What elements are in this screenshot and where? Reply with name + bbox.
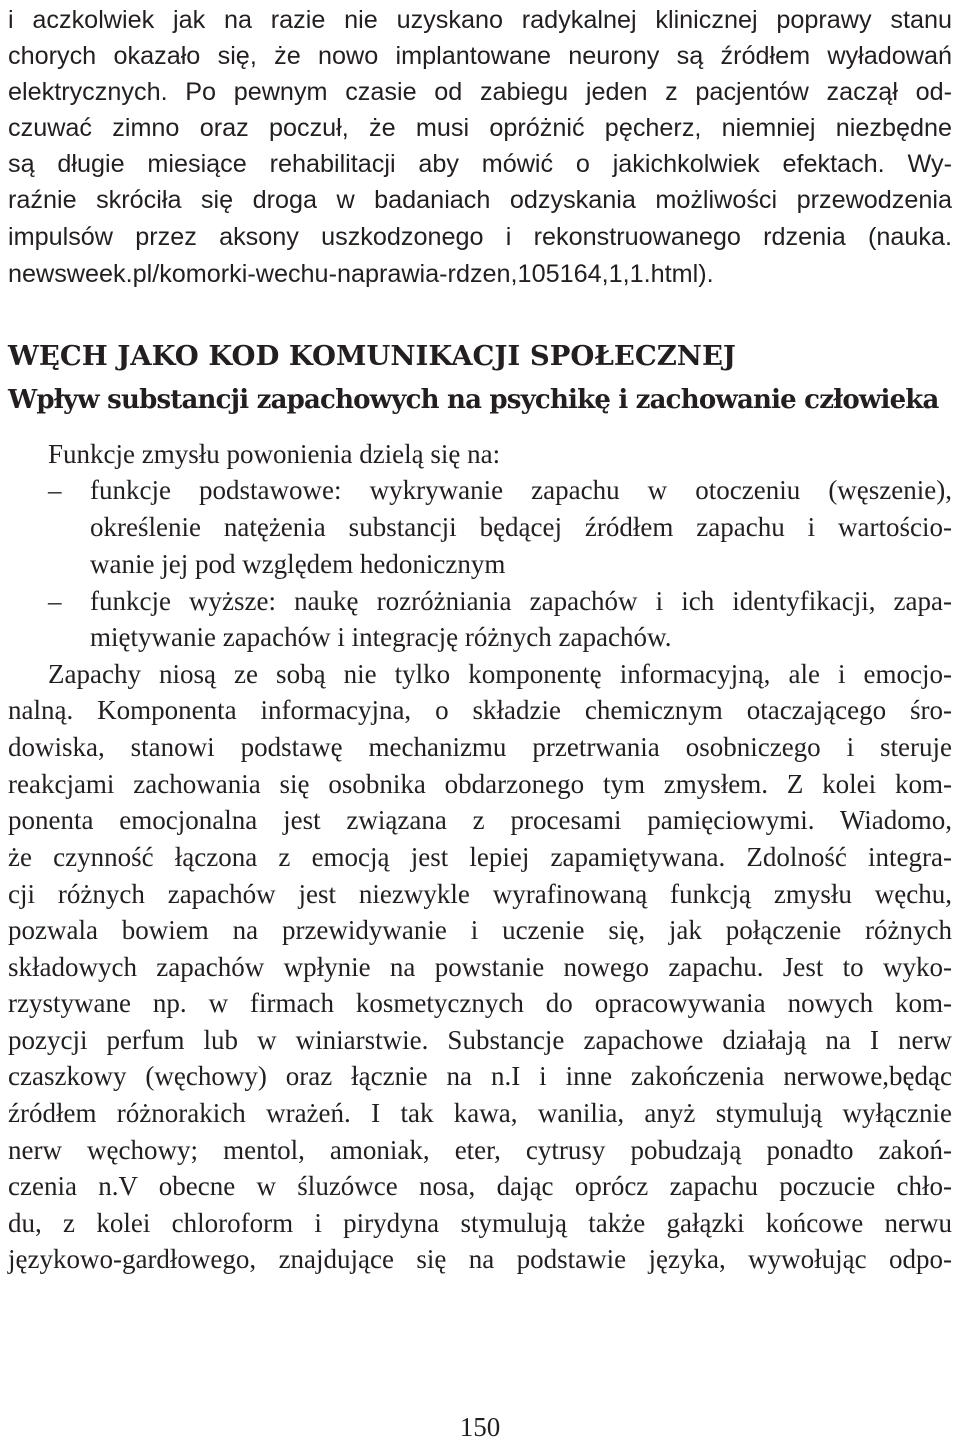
text-line: funkcje wyższe: naukę rozróżniania zapachów i ich identyfikacji, zapa- bbox=[90, 586, 952, 616]
text-line: czaszkowy (węchowy) oraz łącznie na n.I i inne zakończenia nerwowe,będąc bbox=[8, 1061, 952, 1091]
text-line: du, z kolei chloroform i pirydyna stymulują także gałązki końcowe nerwu bbox=[8, 1208, 952, 1238]
text-line: chorych okazało się, że nowo implantowane neurony są źródłem wyładowań bbox=[8, 42, 952, 70]
text-line: składowych zapachów wpłynie na powstanie nowego zapachu. Jest to wyko- bbox=[8, 952, 952, 982]
list-dash: – bbox=[48, 475, 62, 505]
text-line: językowo-gardłowego, znajdujące się na podstawie języka, wywołując odpo- bbox=[8, 1244, 952, 1274]
section-title: WĘCH JAKO KOD KOMUNIKACJI SPOŁECZNEJ bbox=[8, 340, 736, 372]
text-line: newsweek.pl/komorki-wechu-naprawia-rdzen,105164,1,1.html). bbox=[8, 260, 714, 288]
intro-line: Funkcje zmysłu powonienia dzielą się na: bbox=[48, 439, 501, 469]
text-line: funkcje podstawowe: wykrywanie zapachu w otoczeniu (węszenie), bbox=[90, 475, 952, 505]
text-line: dowiska, stanowi podstawę mechanizmu przetrwania osobniczego i steruje bbox=[8, 732, 952, 762]
text-line: źródłem różnorakich wrażeń. I tak kawa, wanilia, anyż stymulują wyłącznie bbox=[8, 1098, 952, 1128]
text-line: rzystywane np. w firmach kosmetycznych do opracowywania nowych kom- bbox=[8, 988, 952, 1018]
page-number: 150 bbox=[459, 1412, 501, 1442]
text-line: nerw węchowy; mentol, amoniak, eter, cytrusy pobudzają ponadto zakoń- bbox=[8, 1135, 952, 1165]
text-line: czenia n.V obecne w śluzówce nosa, dając oprócz zapachu poczucie chło- bbox=[8, 1171, 952, 1201]
text-line: reakcjami zachowania się osobnika obdarzonego tym zmysłem. Z kolei kom- bbox=[8, 769, 952, 799]
section-subtitle: Wpływ substancji zapachowych na psychikę i zachowanie człowieka bbox=[8, 385, 939, 415]
text-line: ponenta emocjonalna jest związana z procesami pamięciowymi. Wiadomo, bbox=[8, 805, 952, 835]
text-line: Zapachy niosą ze sobą nie tylko komponentę informacyjną, ale i emocjo- bbox=[48, 659, 952, 689]
list-dash: – bbox=[48, 586, 62, 616]
text-line: określenie natężenia substancji będącej źródłem zapachu i wartościo- bbox=[90, 512, 952, 542]
text-line: wanie jej pod względem hedonicznym bbox=[90, 549, 506, 579]
text-line: czuwać zimno oraz poczuł, że musi opróżnić pęcherz, niemniej niezbędne bbox=[8, 114, 952, 142]
text-line: raźnie skróciła się droga w badaniach odzyskania możliwości przewodzenia bbox=[8, 186, 952, 214]
text-line: miętywanie zapachów i integrację różnych zapachów. bbox=[90, 622, 672, 652]
text-line: impulsów przez aksony uszkodzonego i rekonstruowanego rdzenia (nauka. bbox=[8, 223, 952, 251]
text-line: są długie miesiące rehabilitacji aby mówić o jakichkolwiek efektach. Wy- bbox=[8, 150, 952, 178]
text-line: nalną. Komponenta informacyjna, o składzie chemicznym otaczającego śro- bbox=[8, 695, 952, 725]
text-line: elektrycznych. Po pewnym czasie od zabiegu jeden z pacjentów zaczął od- bbox=[8, 78, 952, 106]
text-line: pozwala bowiem na przewidywanie i uczenie się, jak połączenie różnych bbox=[8, 915, 952, 945]
text-line: i aczkolwiek jak na razie nie uzyskano radykalnej klinicznej poprawy stanu bbox=[8, 6, 952, 34]
text-line: pozycji perfum lub w winiarstwie. Substancje zapachowe działają na I nerw bbox=[8, 1025, 952, 1055]
text-line: że czynność łączona z emocją jest lepiej zapamiętywana. Zdolność integra- bbox=[8, 842, 952, 872]
text-line: cji różnych zapachów jest niezwykle wyrafinowaną funkcją zmysłu węchu, bbox=[8, 879, 952, 909]
